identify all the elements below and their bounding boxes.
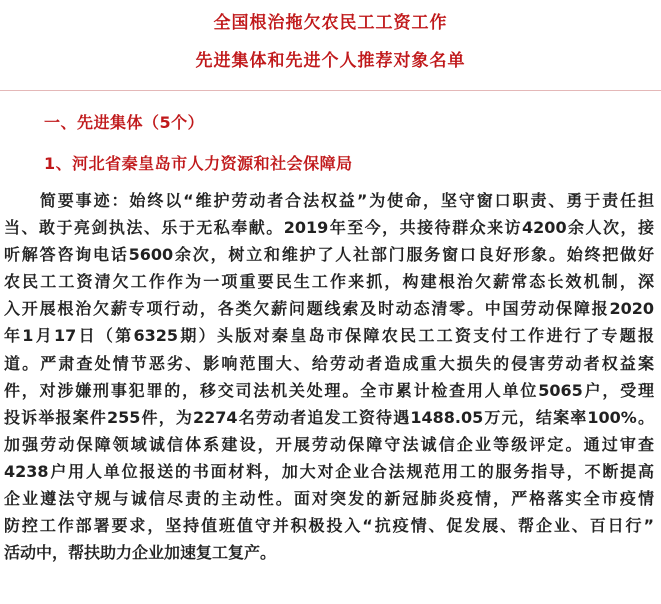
- document-title-line-2: 先进集体和先进个人推荐对象名单: [195, 51, 466, 71]
- section-heading: 一、先进集体（5个）: [44, 113, 205, 132]
- body-line: 加强劳动保障领域诚信体系建设，开展劳动保障守法诚信企业等级评定。通过审查: [4, 434, 654, 454]
- body-line: 企业遵法守规与诚信尽责的主动性。面对突发的新冠肺炎疫情，严格落实全市疫情: [4, 489, 654, 509]
- item-heading: 1、河北省秦皇岛市人力资源和社会保障局: [44, 154, 353, 173]
- body-line: 当、敢于亮剑执法、乐于无私奉献。2019年至今，共接待群众来访4200余人次，接: [4, 218, 654, 238]
- body-line: 防控工作部署要求，坚持值班值守并积极投入“抗疫情、促发展、帮企业、百日行”: [4, 516, 654, 536]
- body-line: 农民工工资清欠工作作为一项重要民生工作来抓，构建根治欠薪常态长效机制，深: [4, 272, 654, 292]
- body-line: 道。严肃查处情节恶劣、影响范围大、给劳动者造成重大损失的侵害劳动者权益案: [4, 353, 654, 373]
- body-line: 活动中，帮扶助力企业加速复工复产。: [4, 543, 277, 563]
- title-divider: [0, 90, 661, 91]
- body-paragraph: [4, 187, 654, 566]
- body-line: 听解答咨询电话5600余次，树立和维护了人社部门服务窗口良好形象。始终把做好: [4, 245, 654, 265]
- body-line: 件，对涉嫌刑事犯罪的，移交司法机关处理。全市累计检查用人单位5065户，受理: [4, 380, 654, 400]
- body-line: 年1月17日（第6325期）头版对秦皇岛市保障农民工工资支付工作进行了专题报: [4, 326, 654, 346]
- body-line: 投诉举报案件255件，为2274名劳动者追发工资待遇1488.05万元，结案率100%。: [4, 407, 654, 427]
- body-line: 简要事迹：始终以“维护劳动者合法权益”为使命，坚守窗口职责、勇于责任担: [4, 191, 654, 210]
- body-line: 入开展根治欠薪专项行动，各类欠薪问题线索及时动态清零。中国劳动保障报2020: [4, 299, 654, 319]
- body-line: 4238户用人单位报送的书面材料，加大对企业合法规范用工的服务指导，不断提高: [4, 461, 654, 481]
- document-title-line-1: 全国根治拖欠农民工工资工作: [213, 13, 448, 33]
